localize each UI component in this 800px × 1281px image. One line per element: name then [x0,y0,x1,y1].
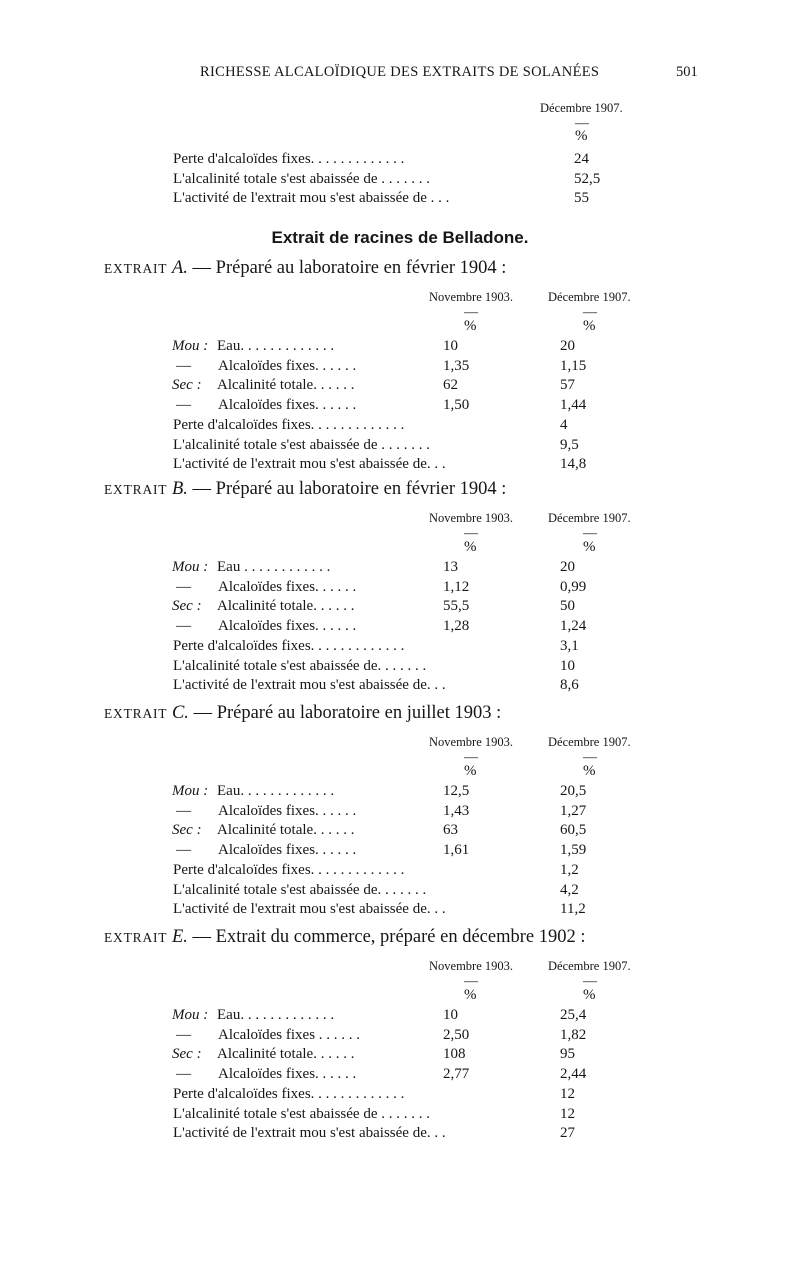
value-decembre: 11,2 [560,901,586,917]
column-header-novembre: Novembre 1903. [429,290,514,304]
row-prefix: — [176,1066,191,1082]
row-label: Eau . . . . . . . . . . . . [217,559,331,575]
value-novembre: 1,35 [443,358,470,374]
column-dash: — [583,750,597,765]
row-label: Alcaloïdes fixes. . . . . . [218,397,357,413]
extrait-label: EXTRAIT [104,261,168,276]
column-dash: — [464,305,478,320]
extrait-title: — Préparé au laboratoire en juillet 1903 : [193,703,502,723]
column-dash: — [464,750,478,765]
value-decembre: 3,1 [560,638,579,654]
value-decembre: 1,15 [560,358,587,374]
value-decembre: 60,5 [560,822,587,838]
row-prefix: Sec : [172,822,202,838]
extrait-title: — Extrait du commerce, préparé en décembre 1902 : [192,927,586,947]
extrait-letter: B. [171,479,188,499]
value-decembre: 25,4 [560,1007,587,1023]
value-novembre: 55,5 [443,598,470,614]
row-prefix: Mou : [172,559,209,575]
row-prefix: Sec : [172,1046,202,1062]
row-label: L'alcalinité totale s'est abaissée de. . . . . . . [173,882,427,898]
value-decembre: 14,8 [560,456,587,472]
row-label: L'alcalinité totale s'est abaissée de . . . . . . . [173,1106,430,1122]
value-decembre: 20 [560,338,575,354]
value-novembre: 2,77 [443,1066,470,1082]
value-novembre: 63 [443,822,458,838]
column-header-novembre: Novembre 1903. [429,735,514,749]
row-prefix: Mou : [172,1007,209,1023]
column-header-decembre: Décembre 1907. [548,735,631,749]
unit-label: % [464,763,477,779]
value-decembre: 1,59 [560,842,587,858]
row-label: L'alcalinité totale s'est abaissée de . . . . . . . [173,437,430,453]
value-decembre: 4 [560,417,568,433]
value-decembre: 1,27 [560,803,587,819]
unit-label: % [583,763,596,779]
summary-row-value: 24 [574,151,589,167]
column-header: Décembre 1907. [540,101,623,115]
value-decembre: 0,99 [560,579,587,595]
value-decembre: 8,6 [560,677,579,693]
extrait-title: — Préparé au laboratoire en février 1904 : [192,479,507,499]
unit-label: % [575,128,588,144]
column-header-decembre: Décembre 1907. [548,959,631,973]
extrait-label: EXTRAIT [104,930,168,945]
value-decembre: 1,82 [560,1027,587,1043]
section-title: Extrait de racines de Belladone. [271,228,529,247]
value-decembre: 12 [560,1086,575,1102]
summary-row-value: 55 [574,190,589,206]
row-label: Perte d'alcaloïdes fixes. . . . . . . . . . . . . [173,1086,405,1102]
column-dash: — [575,116,589,131]
summary-row-label: L'activité de l'extrait mou s'est abaissée de . . . [173,190,450,206]
row-label: Alcaloïdes fixes. . . . . . [218,1066,357,1082]
extrait-label: EXTRAIT [104,482,168,497]
row-label: Alcaloïdes fixes. . . . . . [218,803,357,819]
row-label: Alcalinité totale. . . . . . [217,822,355,838]
value-novembre: 108 [443,1046,466,1062]
row-label: Perte d'alcaloïdes fixes. . . . . . . . . . . . . [173,862,405,878]
column-dash: — [583,526,597,541]
unit-label: % [583,318,596,334]
extrait-heading [104,703,501,724]
value-novembre: 1,61 [443,842,470,858]
row-label: L'activité de l'extrait mou s'est abaissée de. . . [173,456,446,472]
value-decembre: 4,2 [560,882,579,898]
value-novembre: 2,50 [443,1027,470,1043]
row-label: Alcaloïdes fixes . . . . . . [218,1027,361,1043]
column-header-decembre: Décembre 1907. [548,290,631,304]
value-decembre: 12 [560,1106,575,1122]
page-number: 501 [676,64,698,80]
value-decembre: 20,5 [560,783,587,799]
value-decembre: 1,2 [560,862,579,878]
value-decembre: 1,24 [560,618,587,634]
row-label: Alcaloïdes fixes. . . . . . [218,618,357,634]
row-label: Eau. . . . . . . . . . . . . [217,783,335,799]
row-prefix: — [176,803,191,819]
extrait-heading [104,258,506,279]
row-label: Alcaloïdes fixes. . . . . . [218,579,357,595]
extrait-letter: A. [171,258,188,278]
row-prefix: Mou : [172,338,209,354]
extrait-letter: C. [171,703,189,723]
value-decembre: 50 [560,598,575,614]
summary-row-label: Perte d'alcaloïdes fixes. . . . . . . . . . . . . [173,151,405,167]
row-label: Eau. . . . . . . . . . . . . [217,1007,335,1023]
value-novembre: 1,28 [443,618,470,634]
value-decembre: 20 [560,559,575,575]
value-novembre: 12,5 [443,783,470,799]
row-prefix: Mou : [172,783,209,799]
row-label: Eau. . . . . . . . . . . . . [217,338,335,354]
row-prefix: — [176,842,191,858]
row-label: Perte d'alcaloïdes fixes. . . . . . . . . . . . . [173,638,405,654]
column-header-novembre: Novembre 1903. [429,959,514,973]
row-prefix: — [176,1027,191,1043]
row-label: Alcalinité totale. . . . . . [217,598,355,614]
value-decembre: 1,44 [560,397,587,413]
extrait-label: EXTRAIT [104,706,168,721]
value-decembre: 57 [560,377,575,393]
extrait-title: — Préparé au laboratoire en février 1904 : [192,258,507,278]
extrait-letter: E. [171,927,188,947]
running-title: RICHESSE ALCALOÏDIQUE DES EXTRAITS DE SOLANÉES [200,64,600,80]
row-prefix: Sec : [172,598,202,614]
unit-label: % [464,318,477,334]
unit-label: % [464,987,477,1003]
value-novembre: 1,43 [443,803,470,819]
row-label: L'activité de l'extrait mou s'est abaissée de. . . [173,901,446,917]
row-label: L'activité de l'extrait mou s'est abaissée de. . . [173,677,446,693]
row-label: Alcaloïdes fixes. . . . . . [218,842,357,858]
value-novembre: 1,50 [443,397,470,413]
column-header-decembre: Décembre 1907. [548,511,631,525]
extrait-heading [104,927,586,948]
extrait-heading [104,479,506,500]
row-prefix: — [176,358,191,374]
row-prefix: — [176,579,191,595]
column-dash: — [464,974,478,989]
unit-label: % [583,539,596,555]
row-prefix: Sec : [172,377,202,393]
unit-label: % [583,987,596,1003]
summary-row-label: L'alcalinité totale s'est abaissée de . . . . . . . [173,171,430,187]
column-dash: — [464,526,478,541]
column-header-novembre: Novembre 1903. [429,511,514,525]
row-label: L'alcalinité totale s'est abaissée de. . . . . . . [173,658,427,674]
row-label: Alcalinité totale. . . . . . [217,377,355,393]
row-label: L'activité de l'extrait mou s'est abaissée de. . . [173,1125,446,1141]
column-dash: — [583,974,597,989]
row-label: Alcalinité totale. . . . . . [217,1046,355,1062]
value-novembre: 1,12 [443,579,470,595]
value-novembre: 62 [443,377,458,393]
value-novembre: 13 [443,559,458,575]
row-prefix: — [176,397,191,413]
value-decembre: 95 [560,1046,575,1062]
column-dash: — [583,305,597,320]
value-novembre: 10 [443,338,458,354]
value-decembre: 9,5 [560,437,579,453]
value-decembre: 2,44 [560,1066,587,1082]
unit-label: % [464,539,477,555]
row-prefix: — [176,618,191,634]
value-novembre: 10 [443,1007,458,1023]
value-decembre: 27 [560,1125,575,1141]
summary-row-value: 52,5 [574,171,601,187]
value-decembre: 10 [560,658,575,674]
row-label: Alcaloïdes fixes. . . . . . [218,358,357,374]
row-label: Perte d'alcaloïdes fixes. . . . . . . . . . . . . [173,417,405,433]
